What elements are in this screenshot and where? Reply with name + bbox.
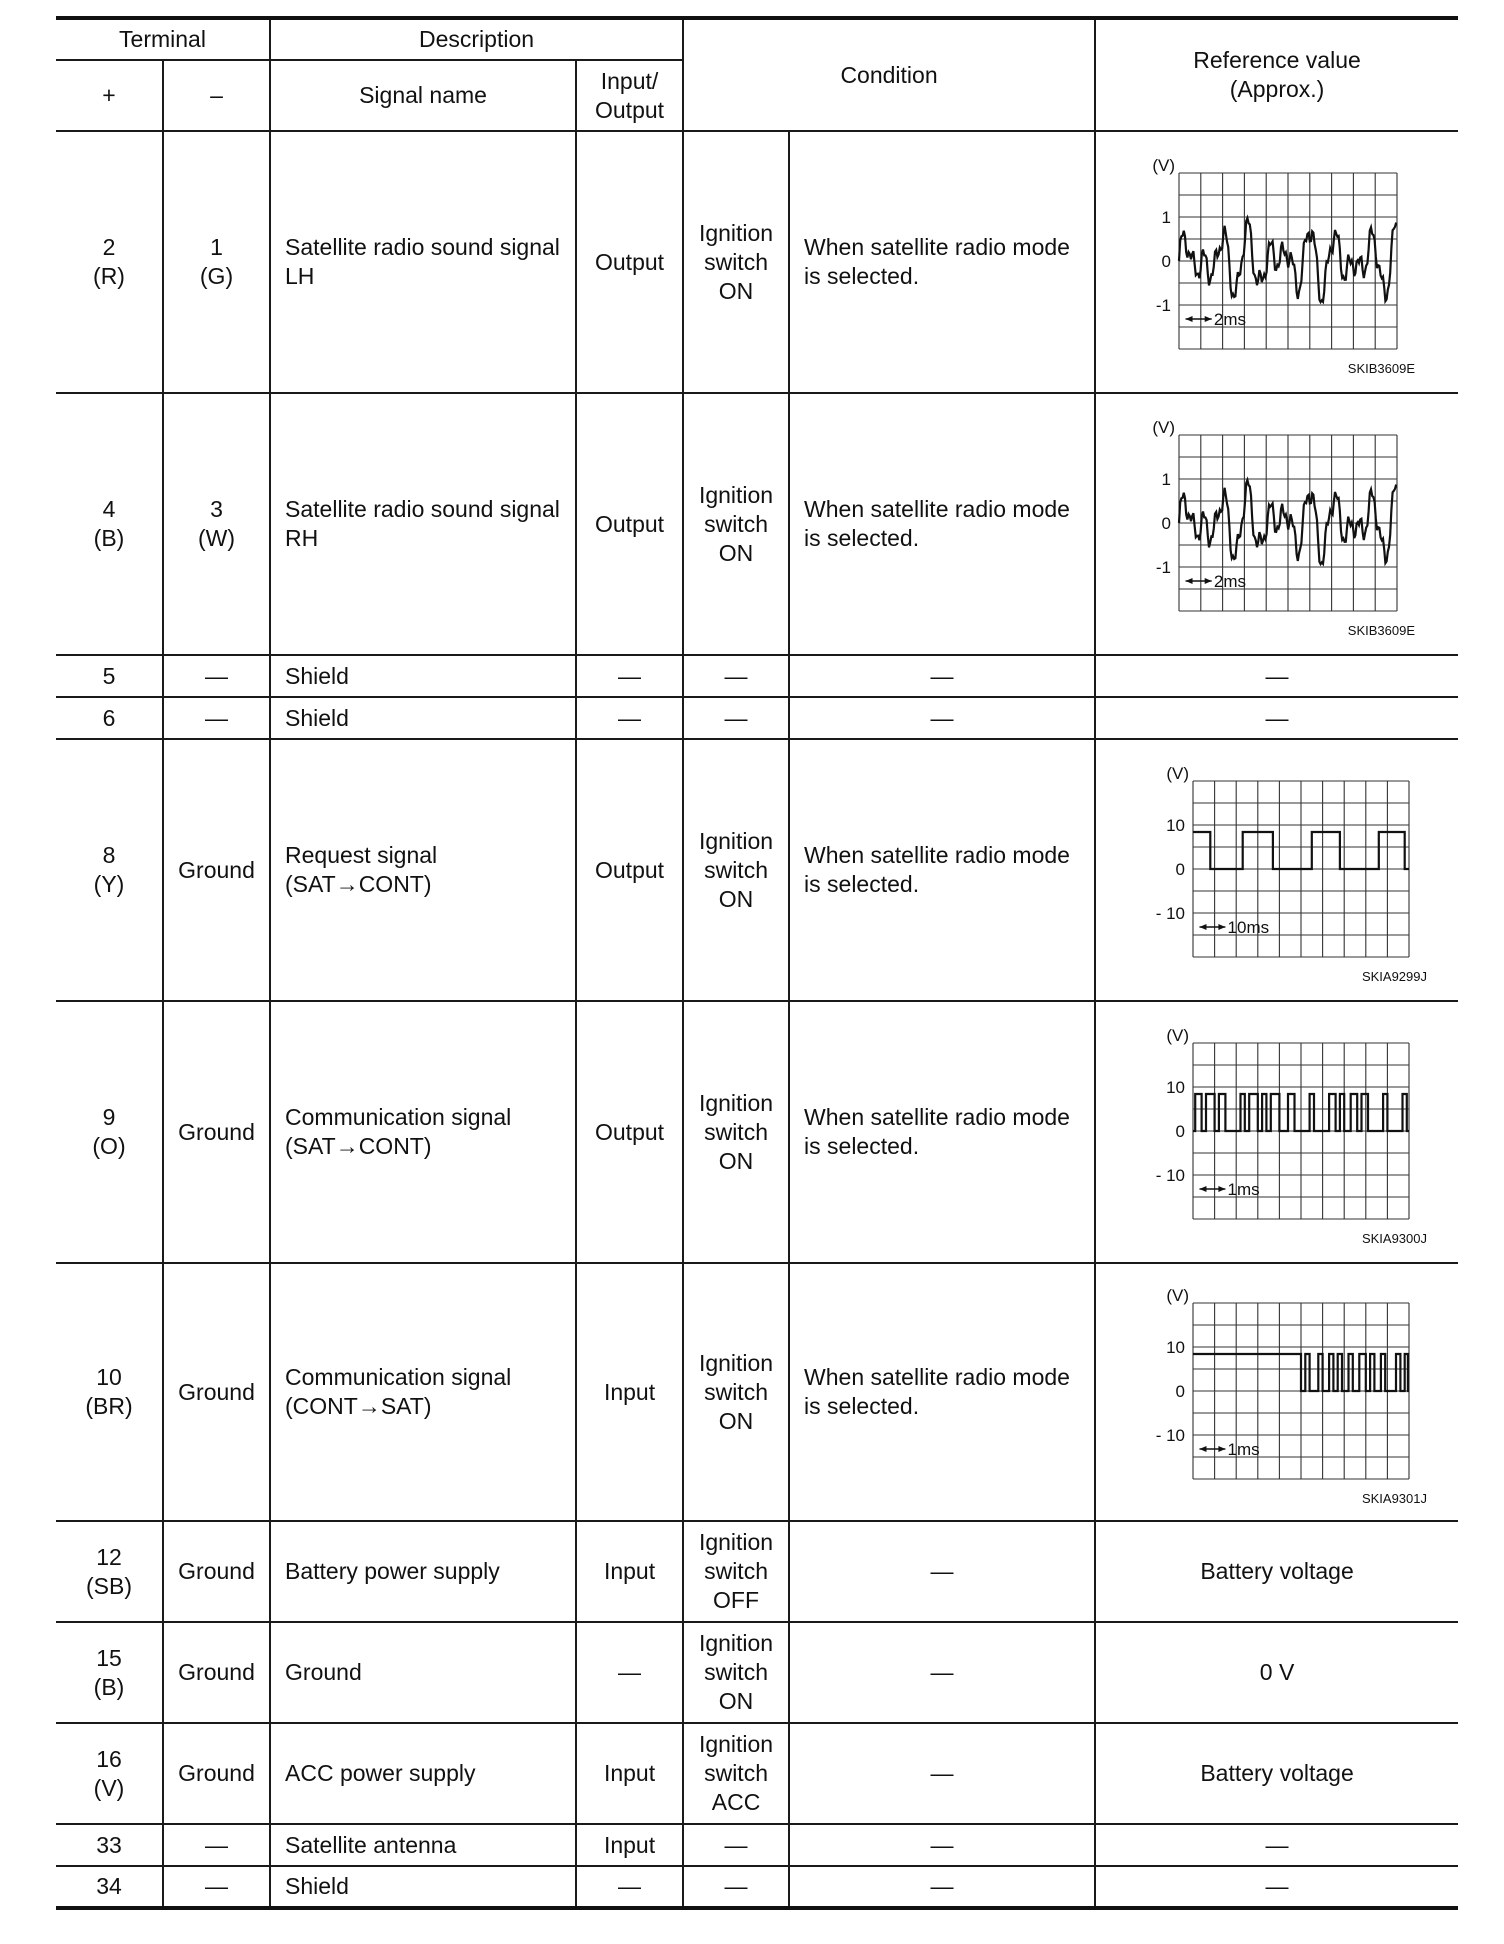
plus-header: + xyxy=(56,60,163,131)
input-output-cell: Output xyxy=(576,739,683,1001)
condition-detail-cell: When satellite radio mode is selected. xyxy=(789,393,1095,655)
input-output-header: Input/ Output xyxy=(576,60,683,131)
terminal-minus-cell: Ground xyxy=(163,1622,270,1723)
signal-name-cell: Satellite antenna xyxy=(270,1824,576,1866)
minus-header: – xyxy=(163,60,270,131)
terminal-minus-cell: — xyxy=(163,1824,270,1866)
condition-detail-cell: — xyxy=(789,1824,1095,1866)
ignition-condition-cell: Ignition switch ON xyxy=(683,131,789,393)
terminal-plus-cell: 8 (Y) xyxy=(56,739,163,1001)
terminal-plus-cell: 9 (O) xyxy=(56,1001,163,1263)
y-tick-label: 0 xyxy=(1161,252,1172,271)
arrow-head xyxy=(1218,924,1225,930)
ignition-condition-cell: Ignition switch ON xyxy=(683,1263,789,1521)
table-row xyxy=(56,1622,1458,1723)
y-tick-label: 10 xyxy=(1166,1338,1186,1357)
ignition-condition-cell: Ignition switch OFF xyxy=(683,1521,789,1622)
input-output-cell: Output xyxy=(576,131,683,393)
table-row xyxy=(56,1824,1458,1866)
arrow-head xyxy=(1205,578,1212,584)
figure-code: SKIB3609E xyxy=(1347,361,1416,376)
terminal-plus-cell: 10 (BR) xyxy=(56,1263,163,1521)
terminal-minus-cell: Ground xyxy=(163,1723,270,1824)
ignition-condition-cell: Ignition switch ON xyxy=(683,739,789,1001)
terminal-table xyxy=(56,16,1458,1910)
condition-detail-cell: When satellite radio mode is selected. xyxy=(789,1263,1095,1521)
reference-value-cell: Battery voltage xyxy=(1095,1723,1458,1824)
figure-code: SKIA9299J xyxy=(1361,969,1428,984)
arrow-head xyxy=(1218,1446,1225,1452)
terminal-minus-cell: 1 (G) xyxy=(163,131,270,393)
figure-code: SKIA9301J xyxy=(1361,1491,1428,1506)
time-scale-label: 2ms xyxy=(1213,572,1247,591)
y-tick-label: 1 xyxy=(1161,470,1172,489)
reference-value-cell: — xyxy=(1095,1866,1458,1908)
y-tick-label: 10 xyxy=(1166,816,1186,835)
condition-detail-cell: — xyxy=(789,1521,1095,1622)
terminal-header: Terminal xyxy=(56,18,270,60)
time-scale-label: 1ms xyxy=(1227,1440,1260,1459)
terminal-minus-cell: — xyxy=(163,1866,270,1908)
y-tick-label: 0 xyxy=(1175,1382,1186,1401)
input-output-cell: — xyxy=(576,697,683,739)
unit-label: (V) xyxy=(1152,156,1176,175)
waveform-chart xyxy=(1127,1017,1427,1247)
terminal-plus-cell: 6 xyxy=(56,697,163,739)
input-output-cell: Output xyxy=(576,1001,683,1263)
table-row xyxy=(56,1263,1458,1521)
ignition-condition-cell: Ignition switch ON xyxy=(683,1001,789,1263)
ignition-condition-cell: Ignition switch ACC xyxy=(683,1723,789,1824)
reference-value-cell: 0 V xyxy=(1095,1622,1458,1723)
table-row xyxy=(56,655,1458,697)
waveform-chart xyxy=(1127,1277,1427,1507)
terminal-minus-cell: — xyxy=(163,655,270,697)
condition-detail-cell: When satellite radio mode is selected. xyxy=(789,1001,1095,1263)
reference-value-cell xyxy=(1095,1263,1458,1521)
time-scale-label: 10ms xyxy=(1227,918,1270,937)
terminal-minus-cell: — xyxy=(163,697,270,739)
condition-header: Condition xyxy=(683,18,1095,131)
condition-detail-cell: — xyxy=(789,1866,1095,1908)
condition-detail-cell: — xyxy=(789,655,1095,697)
unit-label: (V) xyxy=(1166,1286,1190,1305)
input-output-cell: Input xyxy=(576,1521,683,1622)
y-tick-label: 10 xyxy=(1166,1078,1186,1097)
y-tick-label: - 10 xyxy=(1155,904,1186,923)
terminal-minus-cell: Ground xyxy=(163,739,270,1001)
signal-name-cell: Shield xyxy=(270,655,576,697)
table-row xyxy=(56,1723,1458,1824)
arrow-head xyxy=(1200,924,1207,930)
signal-name-cell: Request signal (SAT→CONT) xyxy=(270,739,576,1001)
description-header: Description xyxy=(270,18,683,60)
unit-label: (V) xyxy=(1166,1026,1190,1045)
unit-label: (V) xyxy=(1152,418,1176,437)
terminal-minus-cell: 3 (W) xyxy=(163,393,270,655)
input-output-cell: Input xyxy=(576,1723,683,1824)
figure-code: SKIA9300J xyxy=(1361,1231,1428,1246)
waveform-chart xyxy=(1127,409,1427,639)
table-row xyxy=(56,697,1458,739)
signal-name-cell: ACC power supply xyxy=(270,1723,576,1824)
y-tick-label: -1 xyxy=(1155,296,1172,315)
waveform-trace xyxy=(1193,1354,1409,1391)
signal-name-cell: Shield xyxy=(270,1866,576,1908)
table-row xyxy=(56,739,1458,1001)
input-output-cell: Input xyxy=(576,1824,683,1866)
y-tick-label: 0 xyxy=(1175,860,1186,879)
ignition-condition-cell: Ignition switch ON xyxy=(683,1622,789,1723)
waveform-chart xyxy=(1127,755,1427,985)
ignition-condition-cell: — xyxy=(683,1824,789,1866)
arrow-head xyxy=(1200,1446,1207,1452)
reference-value-cell xyxy=(1095,1001,1458,1263)
input-output-cell: Input xyxy=(576,1263,683,1521)
reference-value-cell: Battery voltage xyxy=(1095,1521,1458,1622)
terminal-minus-cell: Ground xyxy=(163,1521,270,1622)
time-scale-label: 2ms xyxy=(1213,310,1247,329)
input-output-cell: — xyxy=(576,1622,683,1723)
unit-label: (V) xyxy=(1166,764,1190,783)
arrow-head xyxy=(1186,578,1193,584)
table-row xyxy=(56,1001,1458,1263)
signal-name-cell: Satellite radio sound signal LH xyxy=(270,131,576,393)
condition-detail-cell: — xyxy=(789,697,1095,739)
arrow-head xyxy=(1218,1186,1225,1192)
y-tick-label: - 10 xyxy=(1155,1426,1186,1445)
terminal-minus-cell: Ground xyxy=(163,1263,270,1521)
condition-detail-cell: When satellite radio mode is selected. xyxy=(789,131,1095,393)
y-tick-label: 0 xyxy=(1175,1122,1186,1141)
arrow-head xyxy=(1200,1186,1207,1192)
y-tick-label: -1 xyxy=(1155,558,1172,577)
figure-code: SKIB3609E xyxy=(1347,623,1416,638)
ignition-condition-cell: — xyxy=(683,655,789,697)
signal-name-cell: Battery power supply xyxy=(270,1521,576,1622)
table-row xyxy=(56,393,1458,655)
signal-name-cell: Satellite radio sound signal RH xyxy=(270,393,576,655)
ignition-condition-cell: — xyxy=(683,697,789,739)
reference-header: Reference value (Approx.) xyxy=(1095,18,1458,131)
terminal-plus-cell: 4 (B) xyxy=(56,393,163,655)
y-tick-label: 0 xyxy=(1161,514,1172,533)
terminal-plus-cell: 16 (V) xyxy=(56,1723,163,1824)
table-row xyxy=(56,1521,1458,1622)
input-output-cell: Output xyxy=(576,393,683,655)
table-row xyxy=(56,1866,1458,1908)
signal-name-cell: Communication signal (CONT→SAT) xyxy=(270,1263,576,1521)
time-scale-label: 1ms xyxy=(1227,1180,1260,1199)
reference-value-cell xyxy=(1095,393,1458,655)
signal-name-cell: Ground xyxy=(270,1622,576,1723)
reference-value-cell xyxy=(1095,131,1458,393)
terminal-plus-cell: 2 (R) xyxy=(56,131,163,393)
table-row xyxy=(56,131,1458,393)
terminal-plus-cell: 34 xyxy=(56,1866,163,1908)
terminal-plus-cell: 5 xyxy=(56,655,163,697)
reference-value-cell: — xyxy=(1095,697,1458,739)
arrow-head xyxy=(1205,316,1212,322)
signal-name-header: Signal name xyxy=(270,60,576,131)
reference-value-cell xyxy=(1095,739,1458,1001)
waveform-chart xyxy=(1127,147,1427,377)
terminal-plus-cell: 33 xyxy=(56,1824,163,1866)
y-tick-label: 1 xyxy=(1161,208,1172,227)
terminal-rows xyxy=(56,131,1458,1908)
reference-value-cell: — xyxy=(1095,1824,1458,1866)
terminal-spec-sheet xyxy=(56,16,1458,1922)
ignition-condition-cell: — xyxy=(683,1866,789,1908)
reference-value-cell: — xyxy=(1095,655,1458,697)
terminal-minus-cell: Ground xyxy=(163,1001,270,1263)
ignition-condition-cell: Ignition switch ON xyxy=(683,393,789,655)
condition-detail-cell: — xyxy=(789,1622,1095,1723)
terminal-plus-cell: 12 (SB) xyxy=(56,1521,163,1622)
input-output-cell: — xyxy=(576,1866,683,1908)
arrow-head xyxy=(1186,316,1193,322)
condition-detail-cell: — xyxy=(789,1723,1095,1824)
signal-name-cell: Communication signal (SAT→CONT) xyxy=(270,1001,576,1263)
signal-name-cell: Shield xyxy=(270,697,576,739)
y-tick-label: - 10 xyxy=(1155,1166,1186,1185)
condition-detail-cell: When satellite radio mode is selected. xyxy=(789,739,1095,1001)
input-output-cell: — xyxy=(576,655,683,697)
terminal-plus-cell: 15 (B) xyxy=(56,1622,163,1723)
